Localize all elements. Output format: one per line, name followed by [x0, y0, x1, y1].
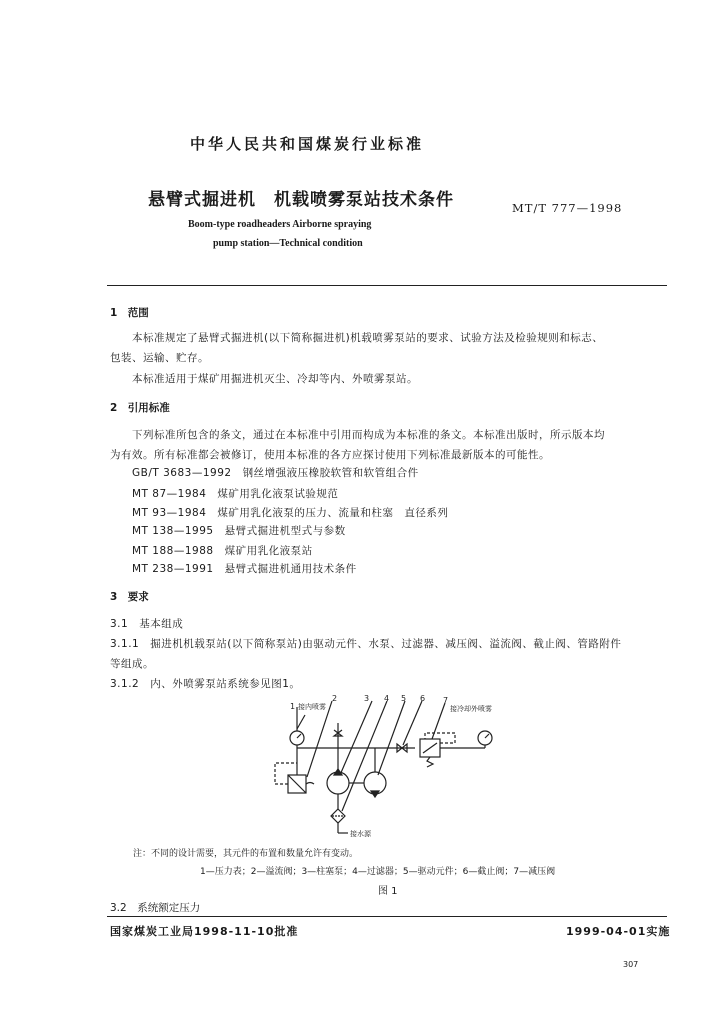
section-3-1-heading: 3.1 基本组成 [110, 618, 184, 630]
document-title: 悬臂式掘进机 机载喷雾泵站技术条件 [148, 190, 454, 210]
spray-system-schematic [260, 693, 510, 841]
figure-number-label: 6 [420, 694, 426, 703]
section-3-1-2: 3.1.2 内、外喷雾泵站系统参见图1。 [110, 678, 301, 690]
section-1-paragraph-line2: 包装、运输、贮存。 [110, 352, 209, 364]
footer-rule [107, 916, 667, 917]
section-1-scope: 本标准适用于煤矿用掘进机灭尘、冷却等内、外喷雾泵站。 [132, 373, 418, 385]
reference-item: MT 93—1984 煤矿用乳化液泵的压力、流量和柱塞 直径系列 [132, 507, 449, 519]
figure-number-label: 7 [443, 696, 449, 705]
standard-code: MT/T 777—1998 [512, 201, 623, 215]
reference-item: MT 188—1988 煤矿用乳化液泵站 [132, 545, 313, 557]
english-title-line1: Boom-type roadheaders Airborne spraying [188, 219, 372, 230]
standard-header: 中华人民共和国煤炭行业标准 [190, 135, 425, 153]
section-1-heading: 1 范围 [110, 307, 149, 319]
section-1-paragraph-line1: 本标准规定了悬臂式掘进机(以下简称掘进机)机载喷雾泵站的要求、试验方法及检验规则和标志、 [132, 332, 604, 344]
section-2-paragraph-line2: 为有效。所有标准都会被修订，使用本标准的各方应探讨使用下列标准最新版本的可能性。 [110, 449, 550, 461]
implementation-date: 1999-04-01实施 [566, 925, 671, 938]
section-2-paragraph-line1: 下列标准所包含的条文，通过在本标准中引用而构成为本标准的条文。本标准出版时，所示版本均 [132, 429, 605, 441]
figure-legend: 1—压力表；2—溢流阀；3—柱塞泵；4—过滤器；5—驱动元件；6—截止阀；7—减压阀 [200, 867, 556, 877]
figure-1 [260, 693, 510, 845]
approval-info: 国家煤炭工业局1998-11-10批准 [110, 925, 299, 938]
figure-note: 注：不同的设计需要，其元件的布置和数量允许有变动。 [133, 849, 359, 859]
section-2-heading: 2 引用标准 [110, 402, 170, 414]
figure-number-label: 1 [290, 702, 296, 711]
inner-spray-label: 接内喷雾 [298, 703, 326, 711]
figure-caption: 图 1 [378, 886, 398, 897]
reference-item: MT 238—1991 悬臂式掘进机通用技术条件 [132, 563, 357, 575]
figure-number-label: 5 [401, 694, 407, 703]
figure-number-label: 3 [364, 694, 370, 703]
reference-item: MT 138—1995 悬臂式掘进机型式与参数 [132, 525, 346, 537]
reference-item: MT 87—1984 煤矿用乳化液泵试验规范 [132, 488, 339, 500]
section-3-1-1-line1: 3.1.1 掘进机机载泵站(以下简称泵站)由驱动元件、水泵、过滤器、减压阀、溢流阀、截止阀、管路附件 [110, 638, 622, 650]
water-source-label: 接水源 [350, 830, 371, 838]
section-3-2-heading: 3.2 系统额定压力 [110, 902, 201, 914]
header-rule [107, 285, 667, 286]
english-title-line2: pump station—Technical condition [213, 238, 363, 249]
section-3-heading: 3 要求 [110, 591, 149, 603]
page-number: 307 [623, 960, 639, 969]
figure-number-label: 4 [384, 694, 390, 703]
cooling-spray-label: 接冷却外喷雾 [450, 705, 492, 713]
reference-item: GB/T 3683—1992 钢丝增强液压橡胶软管和软管组合件 [132, 467, 419, 479]
section-3-1-1-line2: 等组成。 [110, 658, 154, 670]
figure-number-label: 2 [332, 694, 338, 703]
